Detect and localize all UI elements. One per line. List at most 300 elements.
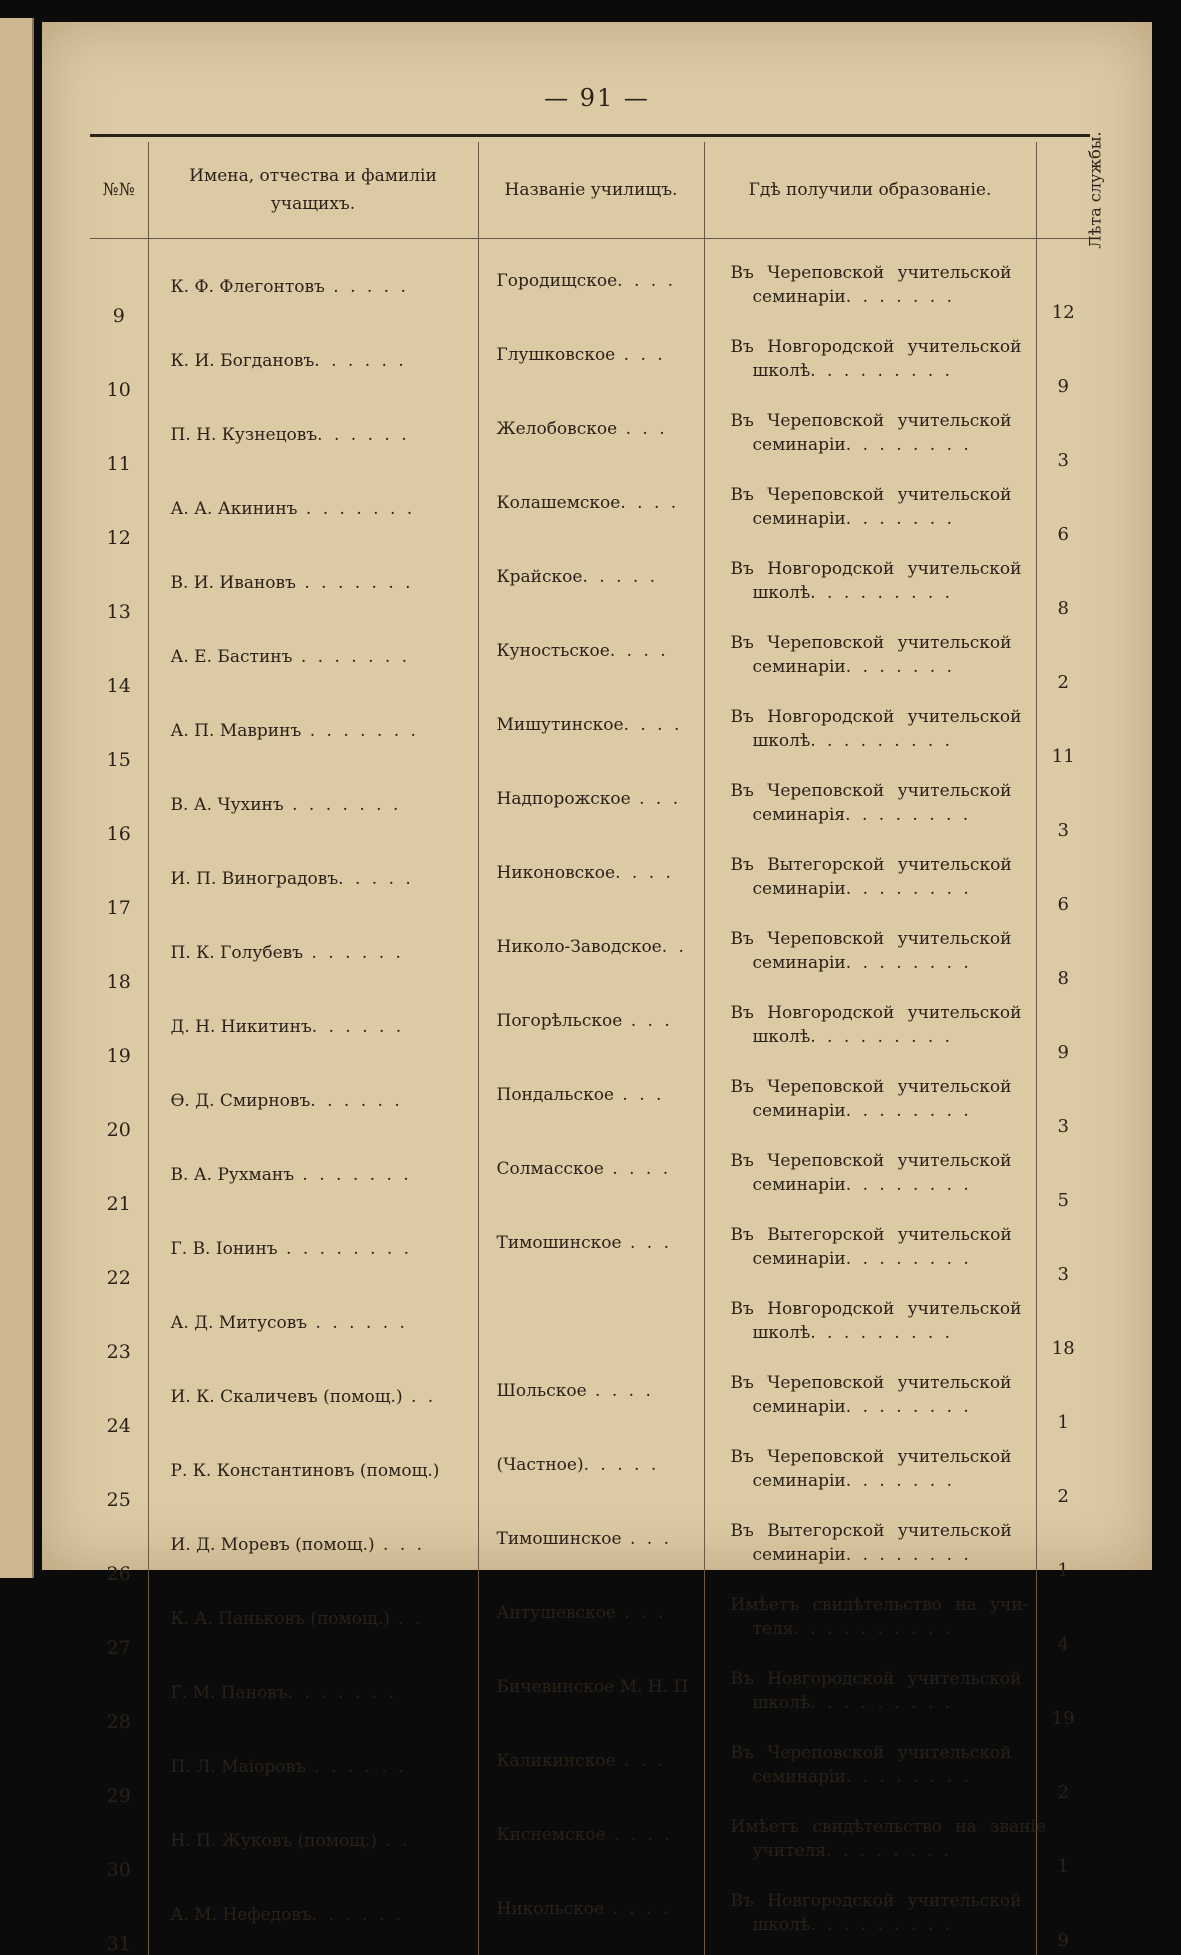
education-line-2 [731, 803, 1032, 827]
row-number [90, 1881, 148, 1955]
education-cell [704, 475, 1036, 549]
school-name-cell [478, 1511, 704, 1585]
teacher-name-cell [148, 1511, 478, 1585]
name-leader-dots: . . . . . . . [288, 1683, 397, 1703]
table-row [90, 327, 1090, 401]
education-leader-dots: . . . . . . . [846, 657, 955, 677]
name-leader-dots: . . . . . . [310, 1091, 402, 1111]
education-line-2-text: учителя [753, 1841, 827, 1861]
teacher-name: Р. К. Константиновъ (помощ.) [171, 1461, 440, 1481]
row-number [90, 697, 148, 771]
name-leader-dots: . . . . . . [306, 1757, 407, 1777]
table-row [90, 697, 1090, 771]
education-line-2-text: семинаріи [753, 1767, 846, 1787]
row-number-text: 17 [107, 897, 131, 919]
teacher-name-cell [148, 1141, 478, 1215]
education-line-1: Въ Череповской учительской [731, 483, 1032, 507]
years-of-service [1036, 919, 1090, 993]
row-number-text: 9 [113, 305, 125, 327]
table-row [90, 475, 1090, 549]
education-line-2 [731, 359, 1032, 383]
document-page [42, 22, 1152, 1570]
years-of-service [1036, 623, 1090, 697]
years-of-service [1036, 1289, 1090, 1363]
row-number-text: 26 [107, 1563, 131, 1585]
name-leader-dots: . . . . . . [303, 943, 404, 963]
years-of-service-text: 8 [1058, 598, 1069, 619]
teacher-name: Д. Н. Никитинъ [171, 1017, 312, 1037]
school-name: Тимошинское [497, 1529, 622, 1549]
school-leader-dots: . . . [616, 1751, 666, 1771]
teacher-name: В. А. Рухманъ [171, 1165, 295, 1185]
name-leader-dots: . . [377, 1831, 411, 1851]
table-row [90, 401, 1090, 475]
years-of-service-text: 12 [1052, 302, 1075, 323]
education-leader-dots: . . . . . . . . . [810, 731, 953, 751]
education-line-1: Въ Новгородской учительской [731, 1001, 1032, 1025]
name-leader-dots: . . . . . . [307, 1313, 408, 1333]
years-of-service-text: 4 [1058, 1634, 1069, 1655]
years-of-service [1036, 1067, 1090, 1141]
table-row [90, 1067, 1090, 1141]
school-leader-dots: . . . [622, 1011, 672, 1031]
name-leader-dots: . . . . . . . [284, 795, 402, 815]
school-name: Никоновское [497, 863, 616, 883]
school-name-cell [478, 1659, 704, 1733]
education-line-1: Въ Вытегорской учительской [731, 853, 1032, 877]
table-row [90, 919, 1090, 993]
years-of-service-text: 9 [1058, 1930, 1069, 1951]
years-of-service [1036, 1733, 1090, 1807]
education-cell [704, 697, 1036, 771]
years-of-service-text: 3 [1058, 450, 1069, 471]
school-leader-dots: . . . [615, 345, 665, 365]
years-of-service-text: 6 [1058, 894, 1069, 915]
education-cell [704, 1659, 1036, 1733]
name-leader-dots: . . . . . [338, 869, 414, 889]
education-leader-dots: . . . . . . . . [846, 1175, 972, 1195]
table-row [90, 1511, 1090, 1585]
name-leader-dots: . . . . . . [312, 1017, 404, 1037]
school-leader-dots: . . . [631, 789, 681, 809]
education-line-2-text: школѣ [753, 1027, 811, 1047]
education-leader-dots: . . . . . . . [846, 509, 955, 529]
education-line-1: Въ Череповской учительской [731, 1075, 1032, 1099]
teacher-name-cell [148, 1881, 478, 1955]
teacher-name-cell [148, 1289, 478, 1363]
teacher-name: К. А. Паньковъ (помощ.) [171, 1609, 390, 1629]
school-leader-dots: . . . . [610, 641, 669, 661]
education-line-2 [731, 655, 1032, 679]
teacher-name: В. И. Ивановъ [171, 573, 296, 593]
row-number [90, 327, 148, 401]
teacher-name: А. М. Нефедовъ [171, 1905, 312, 1925]
school-leader-dots: . . . . [617, 271, 676, 291]
row-number-text: 10 [107, 379, 131, 401]
teacher-name-cell [148, 1215, 478, 1289]
education-cell [704, 1733, 1036, 1807]
years-of-service [1036, 1437, 1090, 1511]
education-leader-dots: . . . . . . . . . [810, 1323, 953, 1343]
table-top-rule [90, 134, 1090, 137]
school-name: Надпорожское [497, 789, 631, 809]
school-name: Никольское [497, 1899, 605, 1919]
years-of-service [1036, 697, 1090, 771]
row-number [90, 993, 148, 1067]
education-cell [704, 1289, 1036, 1363]
table-spacer-row [90, 239, 1090, 254]
name-leader-dots: . . . . . . . [298, 499, 416, 519]
school-name-cell [478, 697, 704, 771]
table-row [90, 549, 1090, 623]
school-name: Глушковское [497, 345, 616, 365]
previous-page-edge [0, 18, 34, 1578]
education-line-2-text: семинарія [753, 805, 846, 825]
row-number-text: 30 [107, 1859, 131, 1881]
page-number: — 91 — [42, 84, 1152, 112]
education-leader-dots: . . . . . . . . . [810, 1027, 953, 1047]
teacher-name: И. Д. Моревъ (помощ.) [171, 1535, 375, 1555]
education-line-2 [731, 951, 1032, 975]
years-of-service-text: 1 [1058, 1412, 1069, 1433]
table-body [90, 239, 1090, 1955]
name-leader-dots: . . [403, 1387, 437, 1407]
education-line-1: Въ Вытегорской учительской [731, 1223, 1032, 1247]
school-name-cell [478, 1289, 704, 1363]
education-line-2-text: семинаріи [753, 1101, 846, 1121]
education-cell [704, 1437, 1036, 1511]
years-of-service-text: 3 [1058, 1116, 1069, 1137]
education-line-1: Въ Череповской учительской [731, 409, 1032, 433]
education-leader-dots: . . . . . . . . . [810, 583, 953, 603]
years-of-service [1036, 475, 1090, 549]
school-leader-dots: . . . [614, 1085, 664, 1105]
school-leader-dots: . . . . [604, 1899, 671, 1919]
school-name-cell [478, 1881, 704, 1955]
row-number-text: 16 [107, 823, 131, 845]
teacher-name-cell [148, 623, 478, 697]
school-name: (Частное) [497, 1455, 584, 1475]
education-line-1: Въ Череповской учительской [731, 261, 1032, 285]
school-name-cell [478, 1733, 704, 1807]
years-of-service-text: 2 [1058, 1486, 1069, 1507]
education-line-2 [731, 1025, 1032, 1049]
table-row [90, 771, 1090, 845]
name-leader-dots: . . . . . . [314, 351, 406, 371]
education-line-2 [731, 1247, 1032, 1271]
school-name: Киснемское [497, 1825, 606, 1845]
teacher-name-cell [148, 1067, 478, 1141]
school-name-cell [478, 845, 704, 919]
education-line-2-text: школѣ [753, 1693, 811, 1713]
name-leader-dots: . . . . . . [312, 1905, 404, 1925]
school-name: Мишутинское [497, 715, 624, 735]
education-line-2-text: семинаріи [753, 1471, 846, 1491]
table-row [90, 1141, 1090, 1215]
school-name: Пондальское [497, 1085, 615, 1105]
education-leader-dots: . . . . . . . . . . [794, 1619, 954, 1639]
table-row [90, 1659, 1090, 1733]
education-leader-dots: . . . . . . . . [846, 1767, 972, 1787]
education-line-2 [731, 1321, 1032, 1345]
school-name-cell [478, 1215, 704, 1289]
teacher-name: А. А. Акининъ [171, 499, 298, 519]
table-row [90, 993, 1090, 1067]
education-cell [704, 1511, 1036, 1585]
name-leader-dots: . . [390, 1609, 424, 1629]
school-name: Желобовское [497, 419, 618, 439]
row-number [90, 253, 148, 327]
name-leader-dots: . . . . . . [317, 425, 409, 445]
years-of-service [1036, 1659, 1090, 1733]
years-of-service-text: 11 [1052, 746, 1075, 767]
education-line-2-text: школѣ [753, 583, 811, 603]
school-leader-dots: . . . . . [584, 1455, 660, 1475]
education-line-2 [731, 1099, 1032, 1123]
school-name-cell [478, 475, 704, 549]
education-line-2 [731, 1691, 1032, 1715]
teachers-table [90, 142, 1090, 1955]
teacher-name: А. Е. Бастинъ [171, 647, 293, 667]
teacher-name-cell [148, 475, 478, 549]
school-name-cell [478, 253, 704, 327]
teacher-name: А. П. Мавринъ [171, 721, 302, 741]
education-line-2 [731, 729, 1032, 753]
name-leader-dots: . . . . . . . . [278, 1239, 412, 1259]
education-line-2 [731, 285, 1032, 309]
header-years [1036, 142, 1090, 239]
education-line-2 [731, 581, 1032, 605]
school-name-cell [478, 919, 704, 993]
row-number-text: 12 [107, 527, 131, 549]
header-school: Названіе училищъ. [478, 142, 704, 239]
years-of-service-text: 5 [1058, 1190, 1069, 1211]
years-of-service [1036, 1141, 1090, 1215]
education-line-2 [731, 1173, 1032, 1197]
education-cell [704, 1585, 1036, 1659]
row-number [90, 1659, 148, 1733]
education-leader-dots: . . . . . . . . [846, 1101, 972, 1121]
row-number [90, 1437, 148, 1511]
education-cell [704, 1215, 1036, 1289]
teacher-name: Н. П. Жуковъ (помощ.) [171, 1831, 378, 1851]
row-number [90, 1733, 148, 1807]
education-leader-dots: . . . . . . . . [846, 1545, 972, 1565]
education-line-2 [731, 877, 1032, 901]
school-leader-dots: . . . . [615, 863, 674, 883]
education-line-2-text: семинаріи [753, 1249, 846, 1269]
teacher-name-cell [148, 697, 478, 771]
education-line-2-text: школѣ [753, 731, 811, 751]
years-of-service-text: 6 [1058, 524, 1069, 545]
education-leader-dots: . . . . . . . . . [810, 361, 953, 381]
education-line-2-text: семинаріи [753, 509, 846, 529]
education-leader-dots: . . . . . . . . [846, 953, 972, 973]
school-leader-dots: . . . [622, 1529, 672, 1549]
table-row [90, 623, 1090, 697]
row-number-text: 19 [107, 1045, 131, 1067]
teacher-name-cell [148, 1733, 478, 1807]
school-name: Шольское [497, 1381, 587, 1401]
school-name-cell [478, 993, 704, 1067]
school-leader-dots: . . [662, 937, 687, 957]
education-line-1: Въ Вытегорской учительской [731, 1519, 1032, 1543]
years-of-service-text: 19 [1052, 1708, 1075, 1729]
school-name-cell [478, 401, 704, 475]
row-number [90, 1363, 148, 1437]
row-number-text: 31 [107, 1933, 131, 1955]
row-number-text: 27 [107, 1637, 131, 1659]
row-number-text: 29 [107, 1785, 131, 1807]
row-number [90, 1141, 148, 1215]
row-number-text: 25 [107, 1489, 131, 1511]
name-leader-dots: . . . [375, 1535, 425, 1555]
education-line-2-text: школѣ [753, 1323, 811, 1343]
years-of-service-text: 9 [1058, 1042, 1069, 1063]
school-leader-dots: . . . . [606, 1825, 673, 1845]
school-name: Каликинское [497, 1751, 616, 1771]
education-line-1: Въ Новгородской учительской [731, 1667, 1032, 1691]
school-leader-dots: . . . [622, 1233, 672, 1253]
school-leader-dots: . . . . . [582, 567, 658, 587]
school-name-cell [478, 1141, 704, 1215]
education-cell [704, 401, 1036, 475]
row-number-text: 20 [107, 1119, 131, 1141]
teacher-name: К. Ф. Флегонтовъ [171, 277, 325, 297]
table-row [90, 1289, 1090, 1363]
education-line-1: Въ Череповской учительской [731, 1149, 1032, 1173]
education-cell [704, 845, 1036, 919]
education-line-1: Въ Череповской учительской [731, 1445, 1032, 1469]
teacher-name: И. К. Скаличевъ (помощ.) [171, 1387, 403, 1407]
education-line-1: Въ Новгородской учительской [731, 557, 1032, 581]
education-line-1: Имѣетъ свидѣтельство на званіе [731, 1815, 1032, 1839]
school-name: Крайское [497, 567, 583, 587]
school-name: Колашемское [497, 493, 621, 513]
school-name: Городищское [497, 271, 618, 291]
teacher-name-cell [148, 771, 478, 845]
teacher-name: П. К. Голубевъ [171, 943, 304, 963]
education-line-2 [731, 1617, 1032, 1641]
row-number-text: 24 [107, 1415, 131, 1437]
years-of-service-text: 3 [1058, 820, 1069, 841]
row-number [90, 1511, 148, 1585]
teacher-name-cell [148, 845, 478, 919]
education-leader-dots: . . . . . . . . . [810, 1915, 953, 1935]
education-line-2 [731, 1765, 1032, 1789]
row-number [90, 1215, 148, 1289]
years-of-service [1036, 771, 1090, 845]
education-line-1: Въ Череповской учительской [731, 631, 1032, 655]
teacher-name: К. И. Богдановъ [171, 351, 315, 371]
row-number-text: 13 [107, 601, 131, 623]
school-name: Солмасское [497, 1159, 604, 1179]
education-line-1: Въ Череповской учительской [731, 1371, 1032, 1395]
row-number-text: 23 [107, 1341, 131, 1363]
school-name-cell [478, 549, 704, 623]
teacher-name: В. А. Чухинъ [171, 795, 284, 815]
table-row [90, 1881, 1090, 1955]
education-leader-dots: . . . . . . . . [826, 1841, 952, 1861]
years-of-service [1036, 1363, 1090, 1437]
years-of-service-text: 1 [1058, 1560, 1069, 1581]
years-of-service [1036, 253, 1090, 327]
row-number-text: 15 [107, 749, 131, 771]
row-number [90, 1807, 148, 1881]
school-name-cell [478, 771, 704, 845]
header-names: Имена, отчества и фамиліи учащихъ. [148, 142, 478, 239]
school-name: Погорѣльское [497, 1011, 623, 1031]
education-line-2 [731, 433, 1032, 457]
years-of-service [1036, 1511, 1090, 1585]
education-cell [704, 919, 1036, 993]
education-cell [704, 1807, 1036, 1881]
education-leader-dots: . . . . . . . . [846, 1397, 972, 1417]
name-leader-dots: . . . . . . . [292, 647, 410, 667]
teacher-name: П. Л. Маіоровъ [171, 1757, 306, 1777]
education-leader-dots: . . . . . . . . . [810, 1693, 953, 1713]
education-line-2 [731, 507, 1032, 531]
teacher-name: А. Д. Митусовъ [171, 1313, 308, 1333]
teacher-name-cell [148, 1659, 478, 1733]
education-cell [704, 327, 1036, 401]
name-leader-dots: . . . . . . . [296, 573, 414, 593]
education-leader-dots: . . . . . . . . [846, 435, 972, 455]
school-leader-dots: . . . . [620, 493, 679, 513]
row-number [90, 1289, 148, 1363]
name-leader-dots: . . . . . . . [294, 1165, 412, 1185]
teacher-name: Г. М. Пановъ [171, 1683, 288, 1703]
education-line-1: Въ Череповской учительской [731, 1741, 1032, 1765]
table-row [90, 1807, 1090, 1881]
school-leader-dots: . . . [616, 1603, 666, 1623]
education-line-2 [731, 1913, 1032, 1937]
school-leader-dots: . . . . [624, 715, 683, 735]
education-cell [704, 771, 1036, 845]
education-line-2-text: теля [753, 1619, 794, 1639]
row-number-text: 18 [107, 971, 131, 993]
years-of-service [1036, 549, 1090, 623]
table-row [90, 845, 1090, 919]
education-line-1: Въ Новгородской учительской [731, 705, 1032, 729]
years-of-service-text: 1 [1058, 1856, 1069, 1877]
school-leader-dots: . . . [617, 419, 667, 439]
teacher-name-cell [148, 253, 478, 327]
teacher-name: П. Н. Кузнецовъ [171, 425, 318, 445]
education-line-1: Въ Череповской учительской [731, 927, 1032, 951]
name-leader-dots: . . . . . [325, 277, 409, 297]
row-number [90, 1067, 148, 1141]
teacher-name-cell [148, 1807, 478, 1881]
years-of-service [1036, 401, 1090, 475]
teacher-name: И. П. Виноградовъ [171, 869, 339, 889]
education-line-2-text: семинаріи [753, 1545, 846, 1565]
table-row [90, 1363, 1090, 1437]
school-name-cell [478, 1807, 704, 1881]
header-number: №№ [90, 142, 148, 239]
school-name-cell [478, 1437, 704, 1511]
education-cell [704, 253, 1036, 327]
education-line-2-text: семинаріи [753, 657, 846, 677]
row-number [90, 919, 148, 993]
education-cell [704, 993, 1036, 1067]
teacher-name-cell [148, 549, 478, 623]
row-number-text: 21 [107, 1193, 131, 1215]
education-line-2 [731, 1469, 1032, 1493]
school-leader-dots: . . . . [604, 1159, 671, 1179]
years-of-service-text: 8 [1058, 968, 1069, 989]
row-number-text: 11 [107, 453, 131, 475]
